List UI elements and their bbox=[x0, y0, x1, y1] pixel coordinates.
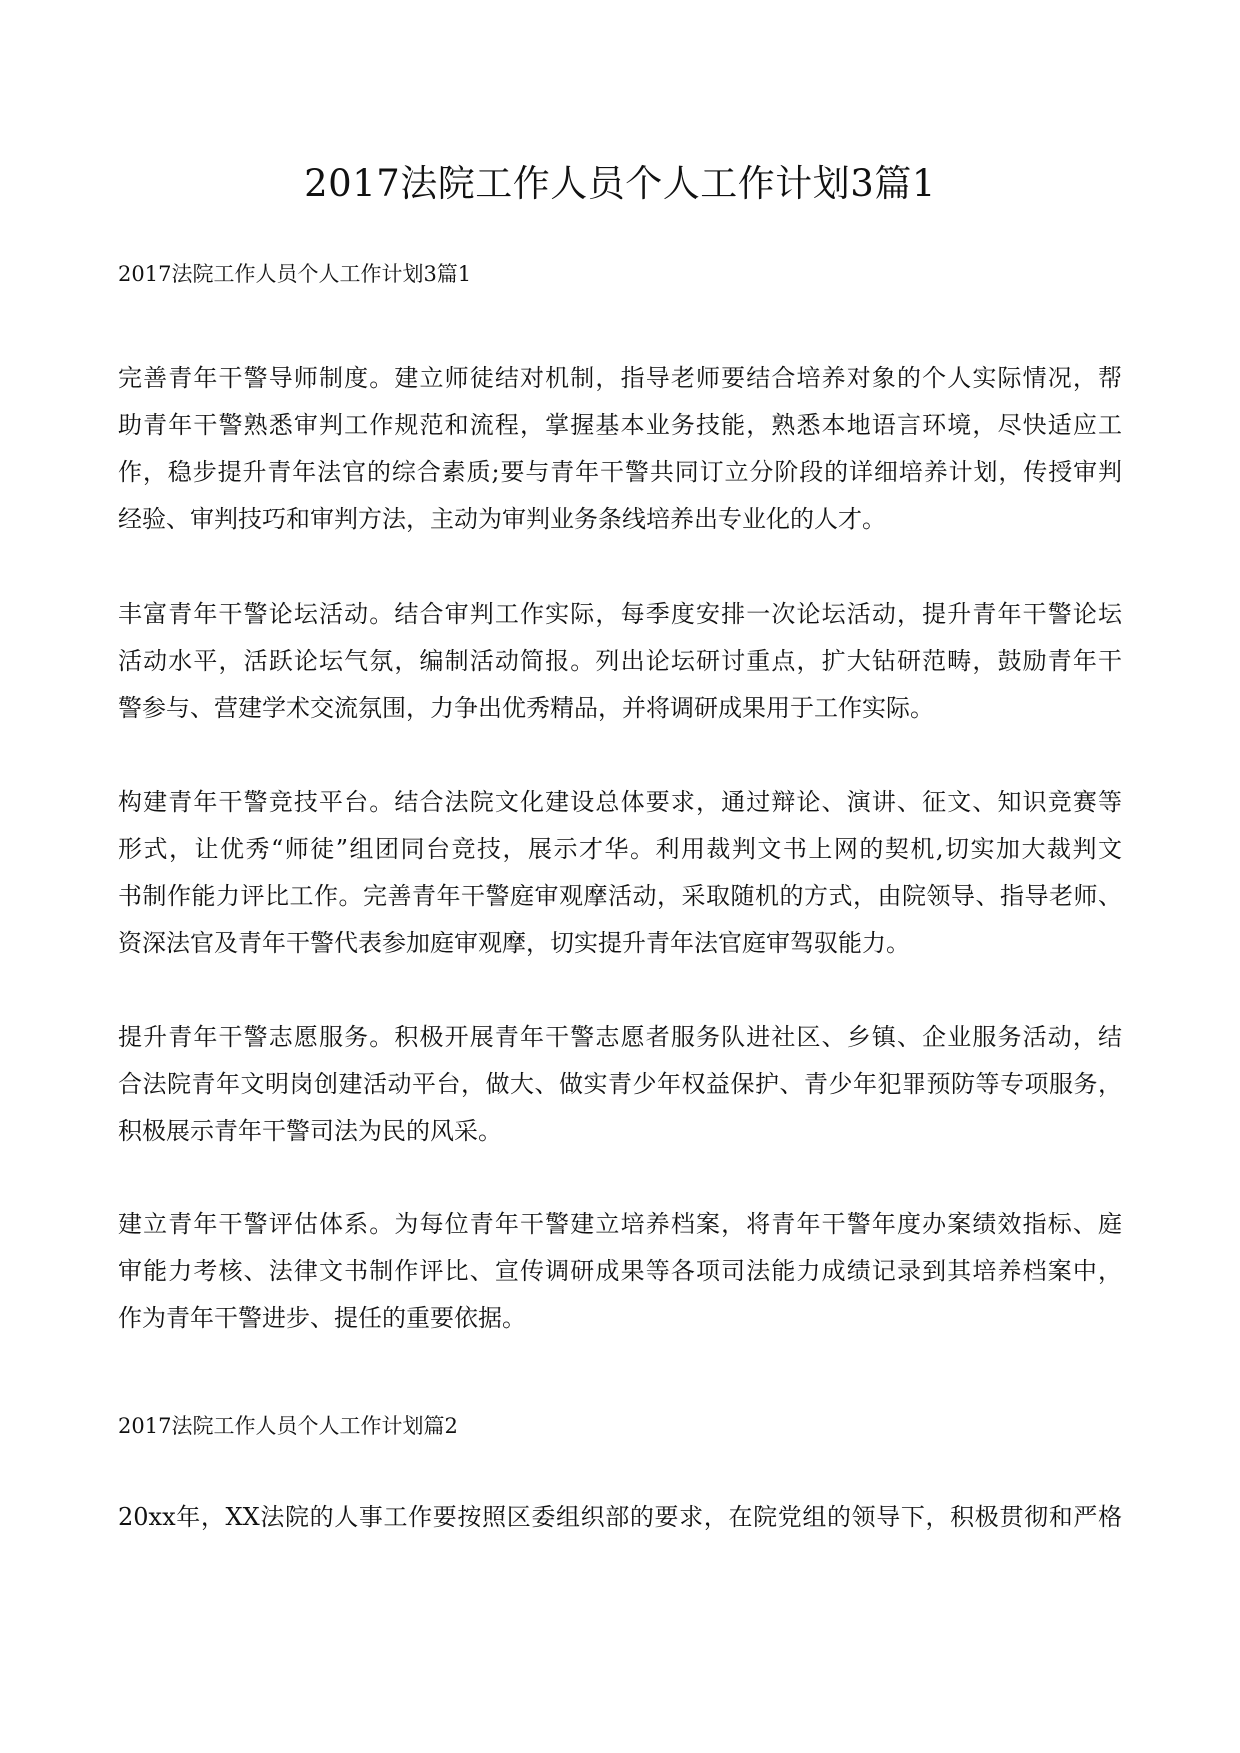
paragraph-line: 积极展示青年干警司法为民的风采。 bbox=[118, 1117, 502, 1145]
paragraph-1 bbox=[118, 355, 1122, 543]
paragraph-6 bbox=[118, 1494, 1122, 1541]
document-title: 2017法院工作人员个人工作计划3篇1 bbox=[304, 162, 936, 205]
paragraph-3 bbox=[118, 779, 1122, 967]
subheading-2 bbox=[118, 1410, 1122, 1442]
paragraph-5 bbox=[118, 1201, 1122, 1342]
paragraph-line: 警参与、营建学术交流氛围，力争出优秀精品，并将调研成果用于工作实际。 bbox=[118, 694, 934, 722]
paragraph-2 bbox=[118, 591, 1122, 732]
paragraph-line: 形式，让优秀“师徒”组团同台竞技，展示才华。利用裁判文书上网的契机,切实加大裁判文 bbox=[118, 835, 1122, 863]
paragraph-line: 活动水平，活跃论坛气氛，编制活动简报。列出论坛研讨重点，扩大钻研范畴，鼓励青年干 bbox=[118, 647, 1122, 675]
paragraph-line: 合法院青年文明岗创建活动平台，做大、做实青少年权益保护、青少年犯罪预防等专项服务， bbox=[118, 1070, 1122, 1098]
subheading-1 bbox=[118, 258, 1122, 290]
paragraph-line: 完善青年干警导师制度。建立师徒结对机制，指导老师要结合培养对象的个人实际情况，帮 bbox=[118, 364, 1122, 392]
subheading-1-text: 2017法院工作人员个人工作计划3篇1 bbox=[118, 262, 472, 286]
paragraph-line: 构建青年干警竞技平台。结合法院文化建设总体要求，通过辩论、演讲、征文、知识竞赛等 bbox=[118, 788, 1122, 816]
paragraph-line: 书制作能力评比工作。完善青年干警庭审观摩活动，采取随机的方式，由院领导、指导老师、 bbox=[118, 882, 1122, 910]
paragraph-line: 20xx年，XX法院的人事工作要按照区委组织部的要求，在院党组的领导下，积极贯彻和严格 bbox=[118, 1503, 1122, 1531]
paragraph-line: 建立青年干警评估体系。为每位青年干警建立培养档案，将青年干警年度办案绩效指标、庭 bbox=[118, 1210, 1122, 1238]
paragraph-4 bbox=[118, 1014, 1122, 1155]
paragraph-line: 丰富青年干警论坛活动。结合审判工作实际，每季度安排一次论坛活动，提升青年干警论坛 bbox=[118, 600, 1122, 628]
paragraph-line: 审能力考核、法律文书制作评比、宣传调研成果等各项司法能力成绩记录到其培养档案中， bbox=[118, 1257, 1122, 1285]
paragraph-line: 资深法官及青年干警代表参加庭审观摩，切实提升青年法官庭审驾驭能力。 bbox=[118, 929, 910, 957]
paragraph-line: 助青年干警熟悉审判工作规范和流程，掌握基本业务技能，熟悉本地语言环境，尽快适应工 bbox=[118, 411, 1122, 439]
paragraph-line: 作，稳步提升青年法官的综合素质;要与青年干警共同订立分阶段的详细培养计划，传授审判 bbox=[118, 458, 1122, 486]
paragraph-line: 作为青年干警进步、提任的重要依据。 bbox=[118, 1304, 526, 1332]
subheading-2-text: 2017法院工作人员个人工作计划篇2 bbox=[118, 1414, 458, 1438]
paragraph-line: 提升青年干警志愿服务。积极开展青年干警志愿者服务队进社区、乡镇、企业服务活动，结 bbox=[118, 1023, 1122, 1051]
paragraph-line: 经验、审判技巧和审判方法，主动为审判业务条线培养出专业化的人才。 bbox=[118, 505, 886, 533]
